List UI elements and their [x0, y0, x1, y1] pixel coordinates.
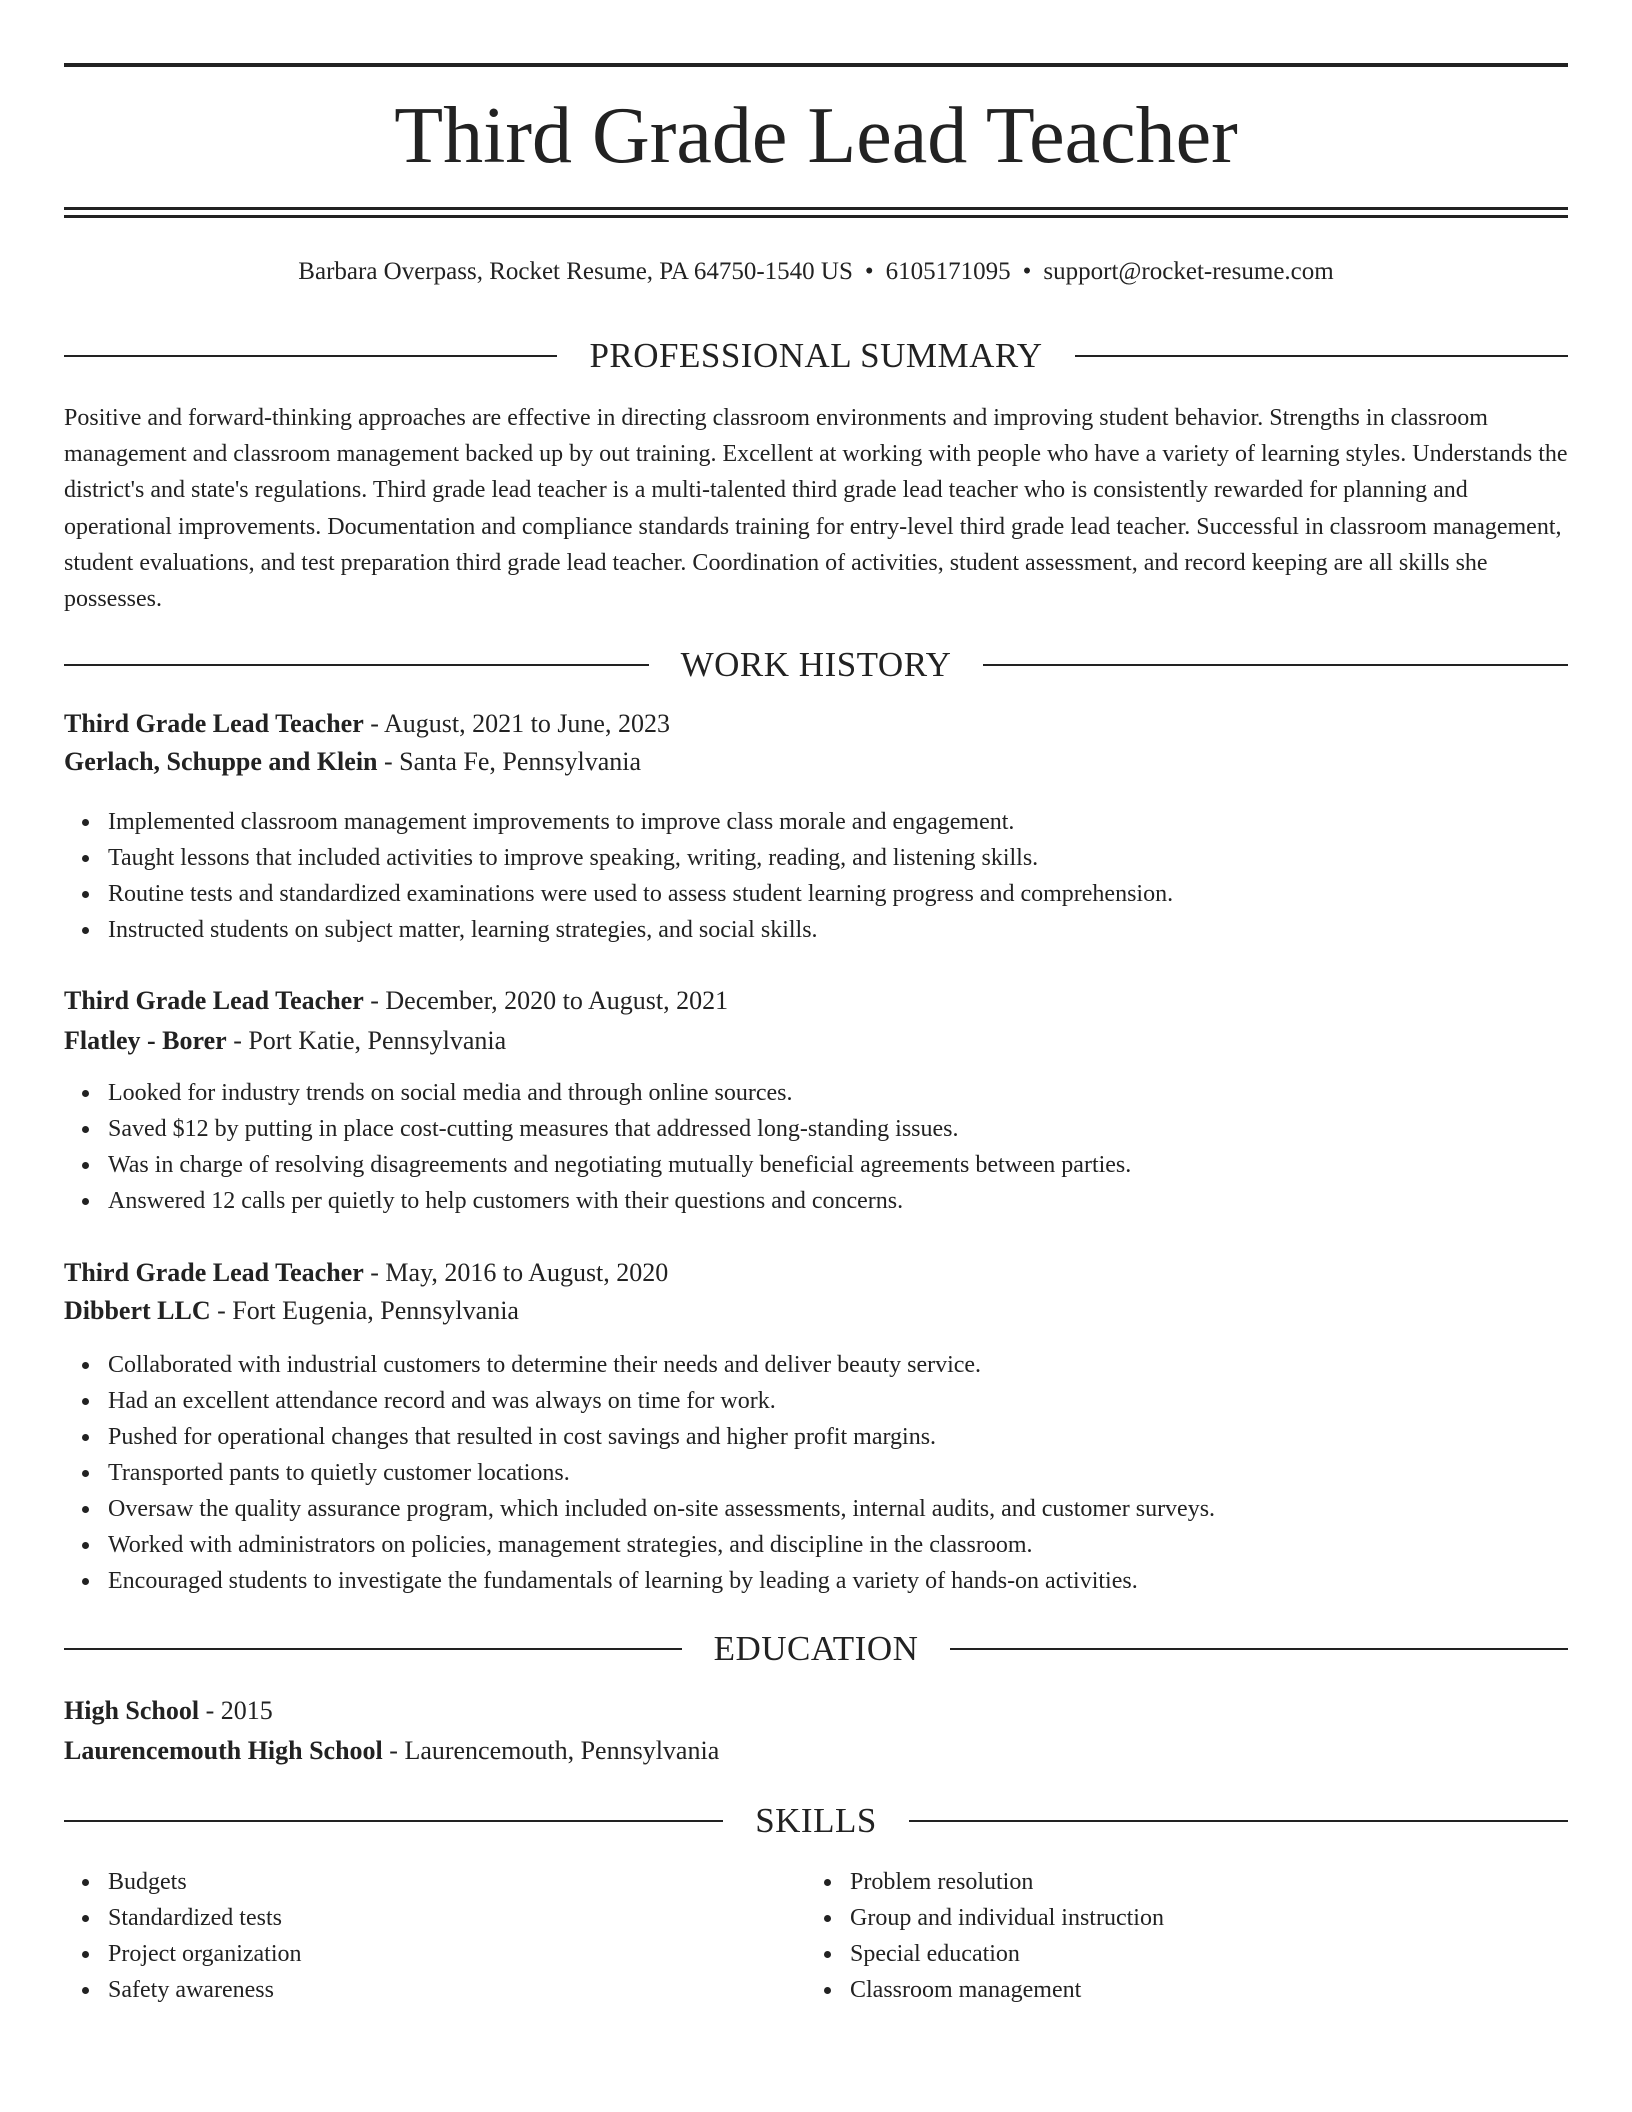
education-school: Laurencemouth High School: [64, 1736, 383, 1765]
list-item: Encouraged students to investigate the fundamentals of learning by leading a variety of hands-on activities.: [64, 1563, 1568, 1599]
list-item: Worked with administrators on policies, management strategies, and discipline in the classroom.: [64, 1527, 1568, 1563]
contact-line: [64, 254, 1568, 290]
education-location: - Laurencemouth, Pennsylvania: [382, 1736, 720, 1765]
list-item: Collaborated with industrial customers to determine their needs and deliver beauty service.: [64, 1347, 1568, 1383]
list-item: Oversaw the quality assurance program, which included on-site assessments, internal audits, and customer surveys.: [64, 1491, 1568, 1527]
job-location: - Fort Eugenia, Pennsylvania: [210, 1296, 519, 1325]
header-top-rule: [64, 63, 1568, 67]
section-title: SKILLS: [755, 1801, 877, 1840]
skills-list-left: [64, 1864, 744, 2008]
list-item: Pushed for operational changes that resulted in cost savings and higher profit margins.: [64, 1419, 1568, 1455]
job-bullets: [64, 804, 1568, 948]
job-dates: - December, 2020 to August, 2021: [363, 986, 729, 1015]
skill-item: Problem resolution: [806, 1864, 1486, 1900]
skill-item: Group and individual instruction: [806, 1900, 1486, 1936]
section-title: WORK HISTORY: [680, 645, 952, 684]
heading-rule-right: [983, 664, 1568, 666]
education-degree: High School: [64, 1696, 200, 1725]
contact-separator: •: [864, 258, 874, 285]
section-heading-work-history: [64, 643, 1568, 687]
resume-title: Third Grade Lead Teacher: [394, 92, 1238, 180]
list-item: Answered 12 calls per quietly to help customers with their questions and concerns.: [64, 1183, 1568, 1219]
list-item: Routine tests and standardized examinations were used to assess student learning progress and comprehension.: [64, 876, 1568, 912]
list-item: Implemented classroom management improvements to improve class morale and engagement.: [64, 804, 1568, 840]
list-item: Saved $12 by putting in place cost-cutting measures that addressed long-standing issues.: [64, 1111, 1568, 1147]
job-employer-line: [64, 1292, 1568, 1330]
job-employer: Gerlach, Schuppe and Klein: [64, 747, 378, 776]
job-location: - Santa Fe, Pennsylvania: [377, 747, 642, 776]
skill-item: Project organization: [64, 1936, 744, 1972]
job-employer: Flatley - Borer: [64, 1026, 227, 1055]
header-rule-upper: [64, 207, 1568, 210]
heading-rule-left: [64, 355, 557, 357]
skills-list-right: [806, 1864, 1486, 2008]
contact-email: support@rocket-resume.com: [1043, 258, 1334, 285]
job-bullets: [64, 1075, 1568, 1219]
list-item: Transported pants to quietly customer locations.: [64, 1455, 1568, 1491]
heading-rule-left: [64, 1820, 723, 1822]
contact-phone: 6105171095: [885, 258, 1011, 285]
skill-item: Special education: [806, 1936, 1486, 1972]
job-title-line: [64, 1254, 1568, 1292]
list-item: Looked for industry trends on social media and through online sources.: [64, 1075, 1568, 1111]
job-employer-line: [64, 1022, 1568, 1060]
job-title-line: [64, 982, 1568, 1020]
heading-rule-right: [1075, 355, 1568, 357]
section-heading-skills: [64, 1799, 1568, 1843]
skill-item: Standardized tests: [64, 1900, 744, 1936]
list-item: Was in charge of resolving disagreements and negotiating mutually beneficial agreements between parties.: [64, 1147, 1568, 1183]
header-rule-lower: [64, 215, 1568, 218]
job-title-line: [64, 705, 1568, 743]
heading-rule-right: [909, 1820, 1568, 1822]
summary-text: Positive and forward-thinking approaches are effective in directing classroom environments and improving student behavior. Strengths in classroom management and classroom management backed up by out training. Excellent at working with people who have a variety of learning styles. Understands the district's and state's regulations. Third grade lead teacher is a multi-talented third grade lead teacher who is consistently rewarded for planning and operational improvements. Documentation and compliance standards training for entry-level third grade lead teacher. Successful in classroom management, student evaluations, and test preparation third grade lead teacher. Coordination of activities, student assessment, and record keeping are all skills she possesses.: [64, 405, 1568, 613]
contact-address: Barbara Overpass, Rocket Resume, PA 64750-1540 US: [298, 258, 853, 285]
list-item: Instructed students on subject matter, learning strategies, and social skills.: [64, 912, 1568, 948]
skill-item: Budgets: [64, 1864, 744, 1900]
section-heading-education: [64, 1627, 1568, 1671]
job-dates: - August, 2021 to June, 2023: [363, 709, 670, 738]
list-item: Taught lessons that included activities to improve speaking, writing, reading, and listening skills.: [64, 840, 1568, 876]
section-heading-summary: [64, 334, 1568, 378]
heading-rule-right: [950, 1648, 1568, 1650]
job-bullets: [64, 1347, 1568, 1599]
skill-item: Classroom management: [806, 1972, 1486, 2008]
education-year: - 2015: [199, 1696, 273, 1725]
job-employer: Dibbert LLC: [64, 1296, 211, 1325]
job-location: - Port Katie, Pennsylvania: [226, 1026, 507, 1055]
section-title: PROFESSIONAL SUMMARY: [589, 336, 1043, 375]
job-employer-line: [64, 743, 1568, 781]
list-item: Had an excellent attendance record and was always on time for work.: [64, 1383, 1568, 1419]
job-dates: - May, 2016 to August, 2020: [363, 1258, 669, 1287]
job-title: Third Grade Lead Teacher: [64, 1258, 364, 1287]
contact-separator: •: [1022, 258, 1032, 285]
education-school-line: [64, 1732, 1568, 1770]
heading-rule-left: [64, 1648, 682, 1650]
heading-rule-left: [64, 664, 649, 666]
skill-item: Safety awareness: [64, 1972, 744, 2008]
section-title: EDUCATION: [713, 1629, 919, 1668]
job-title: Third Grade Lead Teacher: [64, 709, 364, 738]
job-title: Third Grade Lead Teacher: [64, 986, 364, 1015]
education-degree-line: [64, 1692, 1568, 1730]
